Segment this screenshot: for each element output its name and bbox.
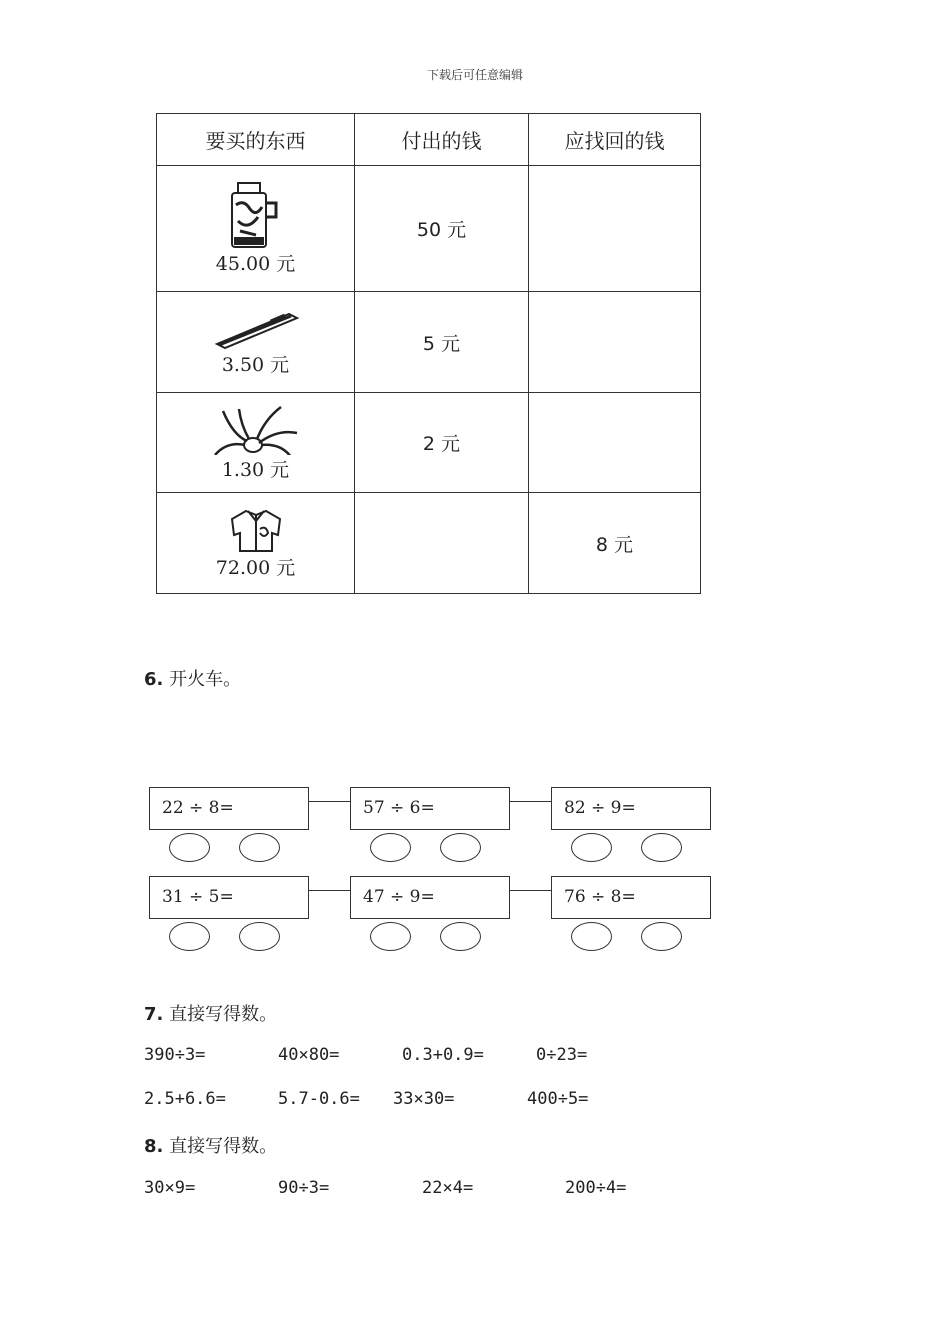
item-price: 45.00 元 [215,253,296,275]
train-wheel [239,833,280,862]
jar-icon [226,181,286,249]
pen-icon [211,308,301,350]
header-item: 要买的东西 [157,114,355,166]
table-row [157,393,701,493]
calc-expression: 390÷3= [144,1045,206,1065]
train-wheel [440,833,481,862]
train-wheel [571,833,612,862]
train-wheel [440,922,481,951]
train-coupling [510,890,551,891]
train-car: 57 ÷ 6= [350,787,510,830]
question-7-title: 7. 直接写得数。 [144,1004,278,1025]
item-cell [157,166,355,292]
calc-expression: 2.5+6.6= [144,1089,226,1109]
calc-expression: 0.3+0.9= [402,1045,484,1065]
train-coupling [510,801,551,802]
calc-expression: 0÷23= [536,1045,588,1065]
train-car: 22 ÷ 8= [149,787,309,830]
calc-expression: 90÷3= [278,1178,330,1198]
calc-expression: 22×4= [422,1178,474,1198]
header-change: 应找回的钱 [529,114,701,166]
item-price: 72.00 元 [215,556,296,579]
calc-expression: 5.7-0.6= [278,1089,360,1109]
change-cell [529,166,701,292]
train-wheel [169,922,210,951]
paid-cell [355,493,529,594]
change-cell: 8 元 [529,493,701,594]
train-car: 31 ÷ 5= [149,876,309,919]
header-paid: 付出的钱 [355,114,529,166]
question-8-title: 8. 直接写得数。 [144,1136,278,1157]
question-6-title: 6. 开火车。 [144,669,242,690]
item-cell [157,493,355,594]
train-car: 82 ÷ 9= [551,787,711,830]
train-coupling [309,890,350,891]
calc-expression: 30×9= [144,1178,196,1198]
train-wheel [370,922,411,951]
table-row [157,493,701,594]
train-car: 76 ÷ 8= [551,876,711,919]
train-wheel [169,833,210,862]
calc-expression: 40×80= [278,1045,340,1065]
table-header-row [157,114,701,166]
train-wheel [571,922,612,951]
train-wheel [239,922,280,951]
item-price: 3.50 元 [221,353,290,376]
shirt-icon [226,507,286,553]
calc-expression: 400÷5= [527,1089,589,1109]
train-wheel [641,833,682,862]
calc-expression: 33×30= [393,1089,455,1109]
change-cell [529,292,701,393]
item-cell [157,292,355,393]
item-cell [157,393,355,493]
train-wheel [370,833,411,862]
change-cell [529,393,701,493]
page-header: 下载后可任意编辑 [426,68,523,82]
train-car: 47 ÷ 9= [350,876,510,919]
paid-cell: 5 元 [355,292,529,393]
calc-expression: 200÷4= [565,1178,627,1198]
train-wheel [641,922,682,951]
paid-cell: 50 元 [355,166,529,292]
item-price: 1.30 元 [221,459,290,481]
train-coupling [309,801,350,802]
paid-cell: 2 元 [355,393,529,493]
plant-icon [211,403,301,455]
table-row [157,292,701,393]
table-row [157,166,701,292]
shopping-table [156,113,701,594]
